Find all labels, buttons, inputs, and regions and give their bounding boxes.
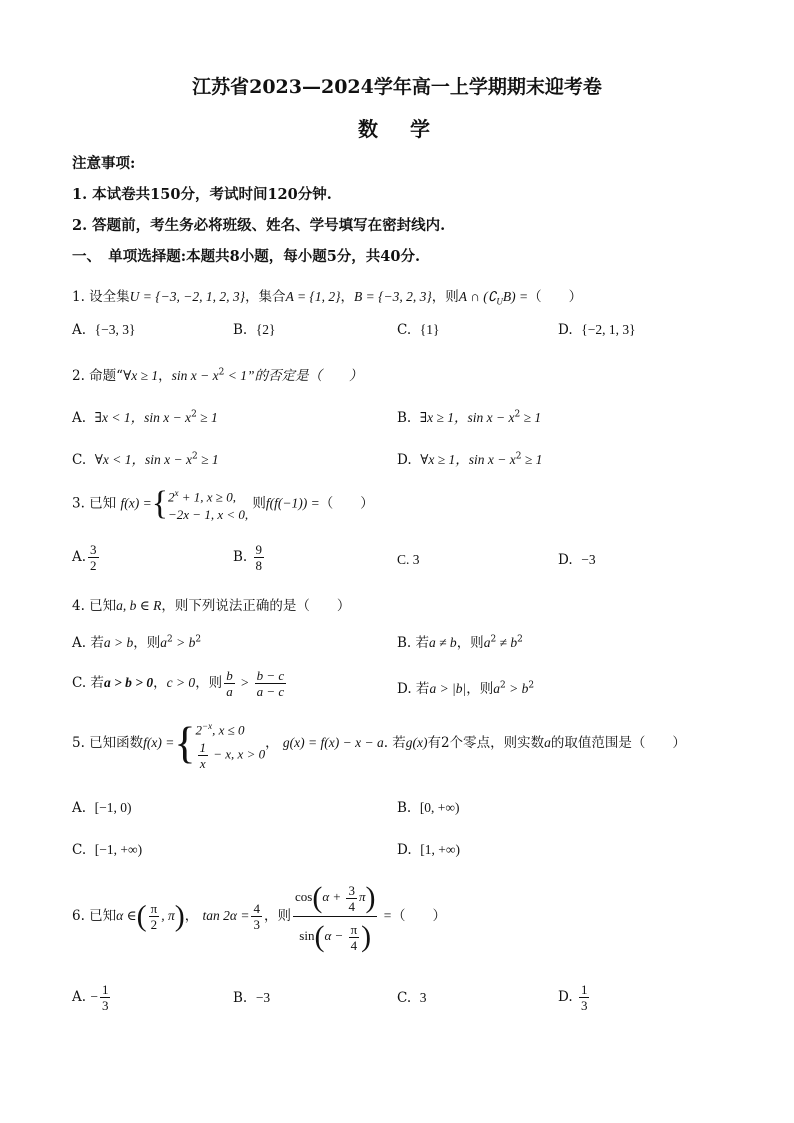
exam-title: 江苏省2023—2024学年高一上学期期末迎考卷 (192, 76, 602, 98)
question-1-option-a: A. {−3, 3} (72, 322, 136, 338)
question-5-stem: 5. 已知函数f(x) ={ $2^{-x}$, x ≤ 0 $\frac{1}{x}$ − x, x > 0 ， g(x) = f(x) − x − a. 若g(x)有2个零点，则实数a的取值范围是（ ） (72, 718, 686, 772)
question-6-option-b: B. −3 (233, 990, 271, 1006)
question-2-option-d: D. ∀x ≥ 1，$\sin x - x^2 \ge 1$ (397, 451, 543, 468)
question-3-option-b: B. $\frac{9}{8}$ (233, 542, 263, 573)
question-5-option-d: D. [1, +∞) (397, 842, 460, 858)
question-3-option-c: C. 3 (397, 552, 420, 567)
question-6-option-a: A. − $\frac{1}{3}$ (72, 982, 109, 1013)
question-4-option-d: D. 若a > |b|，则$a^2 > b^2$ (397, 680, 535, 697)
question-5-option-b: B. [0, +∞) (397, 800, 460, 816)
question-4-option-c: C. 若a > b > 0，c > 0，则 $\frac{b}{a}$ > $\frac{b - c}{a - c}$ (72, 668, 285, 699)
question-3-option-d: D. −3 (558, 552, 596, 568)
question-2-stem: 2. 命题“∀x ≥ 1，$\sin x - x^2 < 1$”的否定是（ ） (72, 367, 363, 384)
question-5-option-a: A. [−1, 0) (72, 800, 132, 816)
subject-title: 数 学 (358, 117, 436, 141)
section-heading: 一、 单项选择题:本题共8小题，每小题5分，共40分. (72, 248, 421, 265)
question-4-stem: 4. 已知a, b ∈ R，则下列说法正确的是（ ） (72, 598, 351, 614)
question-1-stem: 1. 设全集U = {−3, −2, 1, 2, 3}，集合A = {1, 2}，B = {−3, 2, 3}，则A ∩ $(∁_UB)$ =（ ） (72, 289, 583, 307)
question-2-option-a: A. ∃x < 1，$\sin x - x^2 \ge 1$ (72, 409, 218, 426)
question-1-option-d: D. {−2, 1, 3} (558, 322, 636, 338)
question-6-stem: 6. 已知α ∈( $\frac{\pi}{2}$ , π)， tan 2α = $\frac{4}{3}$ ，则 cos(α + $\frac{3}{4}$ π) sin(α − $\frac{\pi}{4}$ ) =（ ） (72, 878, 446, 955)
note-item-2: 2. 答题前，考生务必将班级、姓名、学号填写在密封线内. (72, 217, 446, 234)
question-2-option-b: B. ∃x ≥ 1，$\sin x - x^2 \ge 1$ (397, 409, 542, 426)
question-3-option-a: A. $\frac{3}{2}$ (72, 542, 97, 573)
question-5-option-c: C. [−1, +∞) (72, 842, 143, 858)
question-3-stem: 3. 已知 f(x) ={ $2^x + 1$, x ≥ 0, −2x − 1, x < 0, 则f(f(−1)) =（ ） (72, 485, 374, 523)
question-6-option-c: C. 3 (397, 990, 427, 1006)
question-1-option-c: C. {1} (397, 322, 440, 338)
question-1-option-b: B. {2} (233, 322, 276, 338)
notes-heading: 注意事项: (72, 155, 136, 172)
question-2-option-c: C. ∀x < 1，$\sin x - x^2 \ge 1$ (72, 451, 219, 468)
question-4-option-b: B. 若a ≠ b，则$a^2 \ne b^2$ (397, 634, 523, 651)
question-6-option-d: D. $\frac{1}{3}$ (558, 982, 588, 1013)
note-item-1: 1. 本试卷共150分，考试时间120分钟. (72, 186, 332, 203)
question-4-option-a: A. 若a > b，则$a^2 > b^2$ (72, 634, 202, 651)
